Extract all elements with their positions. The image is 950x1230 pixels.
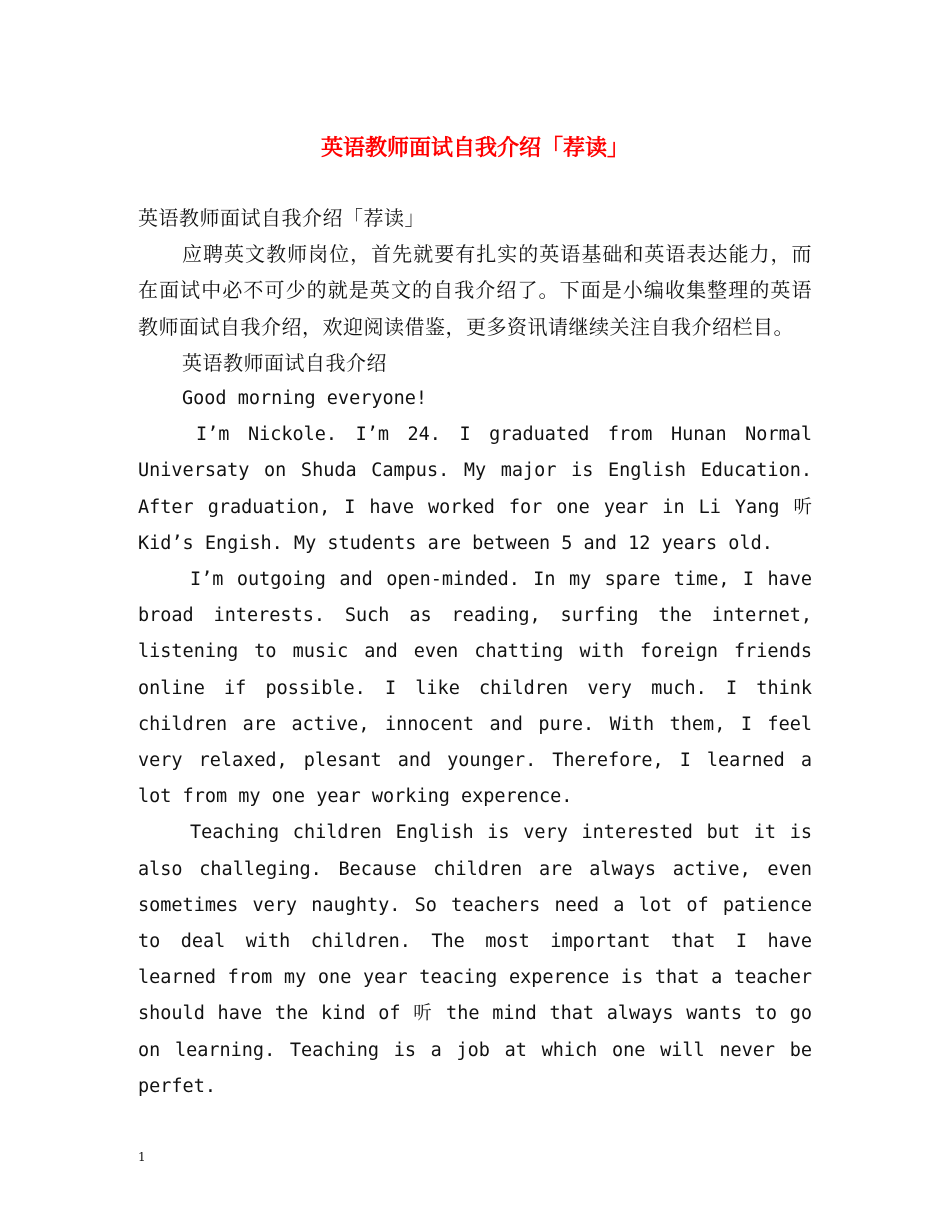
- paragraph-2: I’m outgoing and open-minded. In my spare time, I have broad interests. Such as reading, surfing the internet, listening to music and even chatting with foreign friends online if possible. I like children very much. I think children are active, innocent and pure. With them, I feel very relaxed, plesant and younger. Therefore, I learned a lot from my one year working experence.: [138, 569, 812, 808]
- greeting-line: Good morning everyone!: [182, 388, 428, 410]
- page-number: 1: [138, 1150, 146, 1164]
- intro-paragraph: 应聘英文教师岗位，首先就要有扎实的英语基础和英语表达能力，而在面试中必不可少的就是英文的自我介绍了。下面是小编收集整理的英语教师面试自我介绍，欢迎阅读借鉴，更多资讯请继续关注自我介绍栏目。: [138, 242, 812, 339]
- paragraph-1: I’m Nickole. I’m 24. I graduated from Hunan Normal Universaty on Shuda Campus. My major is English Education. After graduation, I have worked for one year in Li Yang 听 Kid’s Engish. My students are between 5 and 12 years old.: [138, 424, 812, 554]
- document-subtitle: 英语教师面试自我介绍「荐读」: [138, 206, 425, 230]
- paragraph-3: Teaching children English is very interested but it is also challeging. Because children are always active, even sometimes very naughty. So teachers need a lot of patience to deal with children. The most important that I have learned from my one year teacing experence is that a teacher should have the kind of 听 the mind that always wants to go on learning. Teaching is a job at which one will never be perfet.: [138, 822, 812, 1097]
- document-body: [138, 200, 812, 1105]
- section-heading: 英语教师面试自我介绍: [182, 350, 387, 375]
- document-title: 英语教师面试自我介绍「荐读」: [320, 135, 629, 161]
